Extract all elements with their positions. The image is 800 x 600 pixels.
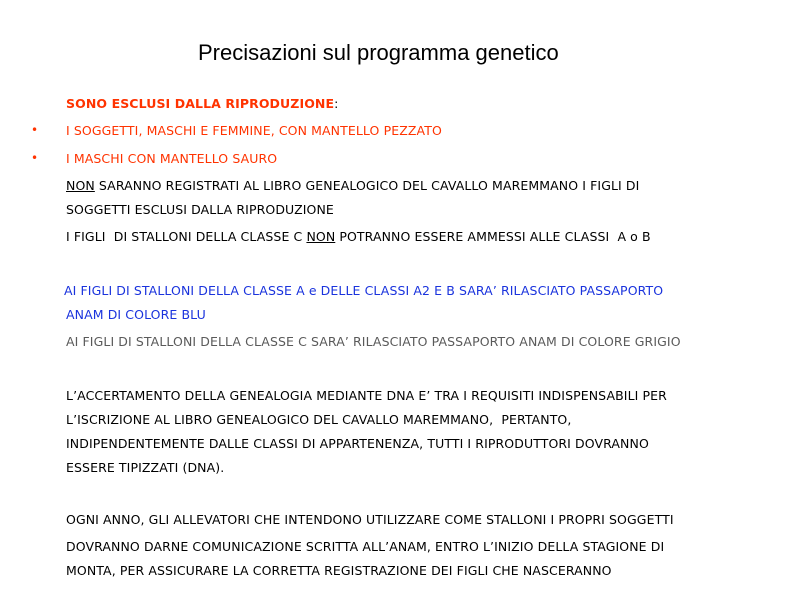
excluded-heading-line [66,96,338,111]
annual-paragraph-line: OGNI ANNO, GLI ALLEVATORI CHE INTENDONO UTILIZZARE COME STALLONI I PROPRI SOGGETTI [66,512,674,527]
class-c-sons-line: I FIGLI DI STALLONI DELLA CLASSE C NON POTRANNO ESSERE AMMESSI ALLE CLASSI A o B [66,229,651,244]
annual-paragraph-line: MONTA, PER ASSICURARE LA CORRETTA REGISTRAZIONE DEI FIGLI CHE NASCERANNO [66,563,612,578]
blue-passport-line-2: ANAM DI COLORE BLU [66,307,206,322]
bullet-marker: • [31,123,39,137]
dna-paragraph-line: L’ACCERTAMENTO DELLA GENEALOGIA MEDIANTE DNA E’ TRA I REQUISITI INDISPENSABILI PER [66,388,667,403]
dna-paragraph-line: INDIPENDENTEMENTE DALLE CLASSI DI APPARTENENZA, TUTTI I RIPRODUTTORI DOVRANNO [66,436,649,451]
non-registered-line-2: SOGGETTI ESCLUSI DALLA RIPRODUZIONE [66,202,334,217]
dna-paragraph-line: ESSERE TIPIZZATI (DNA). [66,460,225,475]
bullet-item-pezzato: I SOGGETTI, MASCHI E FEMMINE, CON MANTELLO PEZZATO [66,123,442,138]
annual-paragraph-line: DOVRANNO DARNE COMUNICAZIONE SCRITTA ALL’ANAM, ENTRO L’INIZIO DELLA STAGIONE DI [66,539,665,554]
bullet-item-sauro: I MASCHI CON MANTELLO SAURO [66,151,278,166]
grey-passport-line: AI FIGLI DI STALLONI DELLA CLASSE C SARA’ RILASCIATO PASSAPORTO ANAM DI COLORE GRIGIO [66,334,681,349]
non-underlined: NON [66,178,95,193]
blue-passport-line-1: AI FIGLI DI STALLONI DELLA CLASSE A e DELLE CLASSI A2 E B SARA’ RILASCIATO PASSAPORTO [64,283,664,298]
page-title: Precisazioni sul programma genetico [198,40,559,65]
non-registered-line-1: NON SARANNO REGISTRATI AL LIBRO GENEALOGICO DEL CAVALLO MAREMMANO I FIGLI DI [66,178,640,193]
excluded-heading-colon: : [334,96,339,111]
excluded-heading: SONO ESCLUSI DALLA RIPRODUZIONE [66,96,335,111]
non-underlined: NON [306,229,336,244]
bullet-marker: • [31,151,39,165]
dna-paragraph-line: L’ISCRIZIONE AL LIBRO GENEALOGICO DEL CAVALLO MAREMMANO, PERTANTO, [66,412,572,427]
